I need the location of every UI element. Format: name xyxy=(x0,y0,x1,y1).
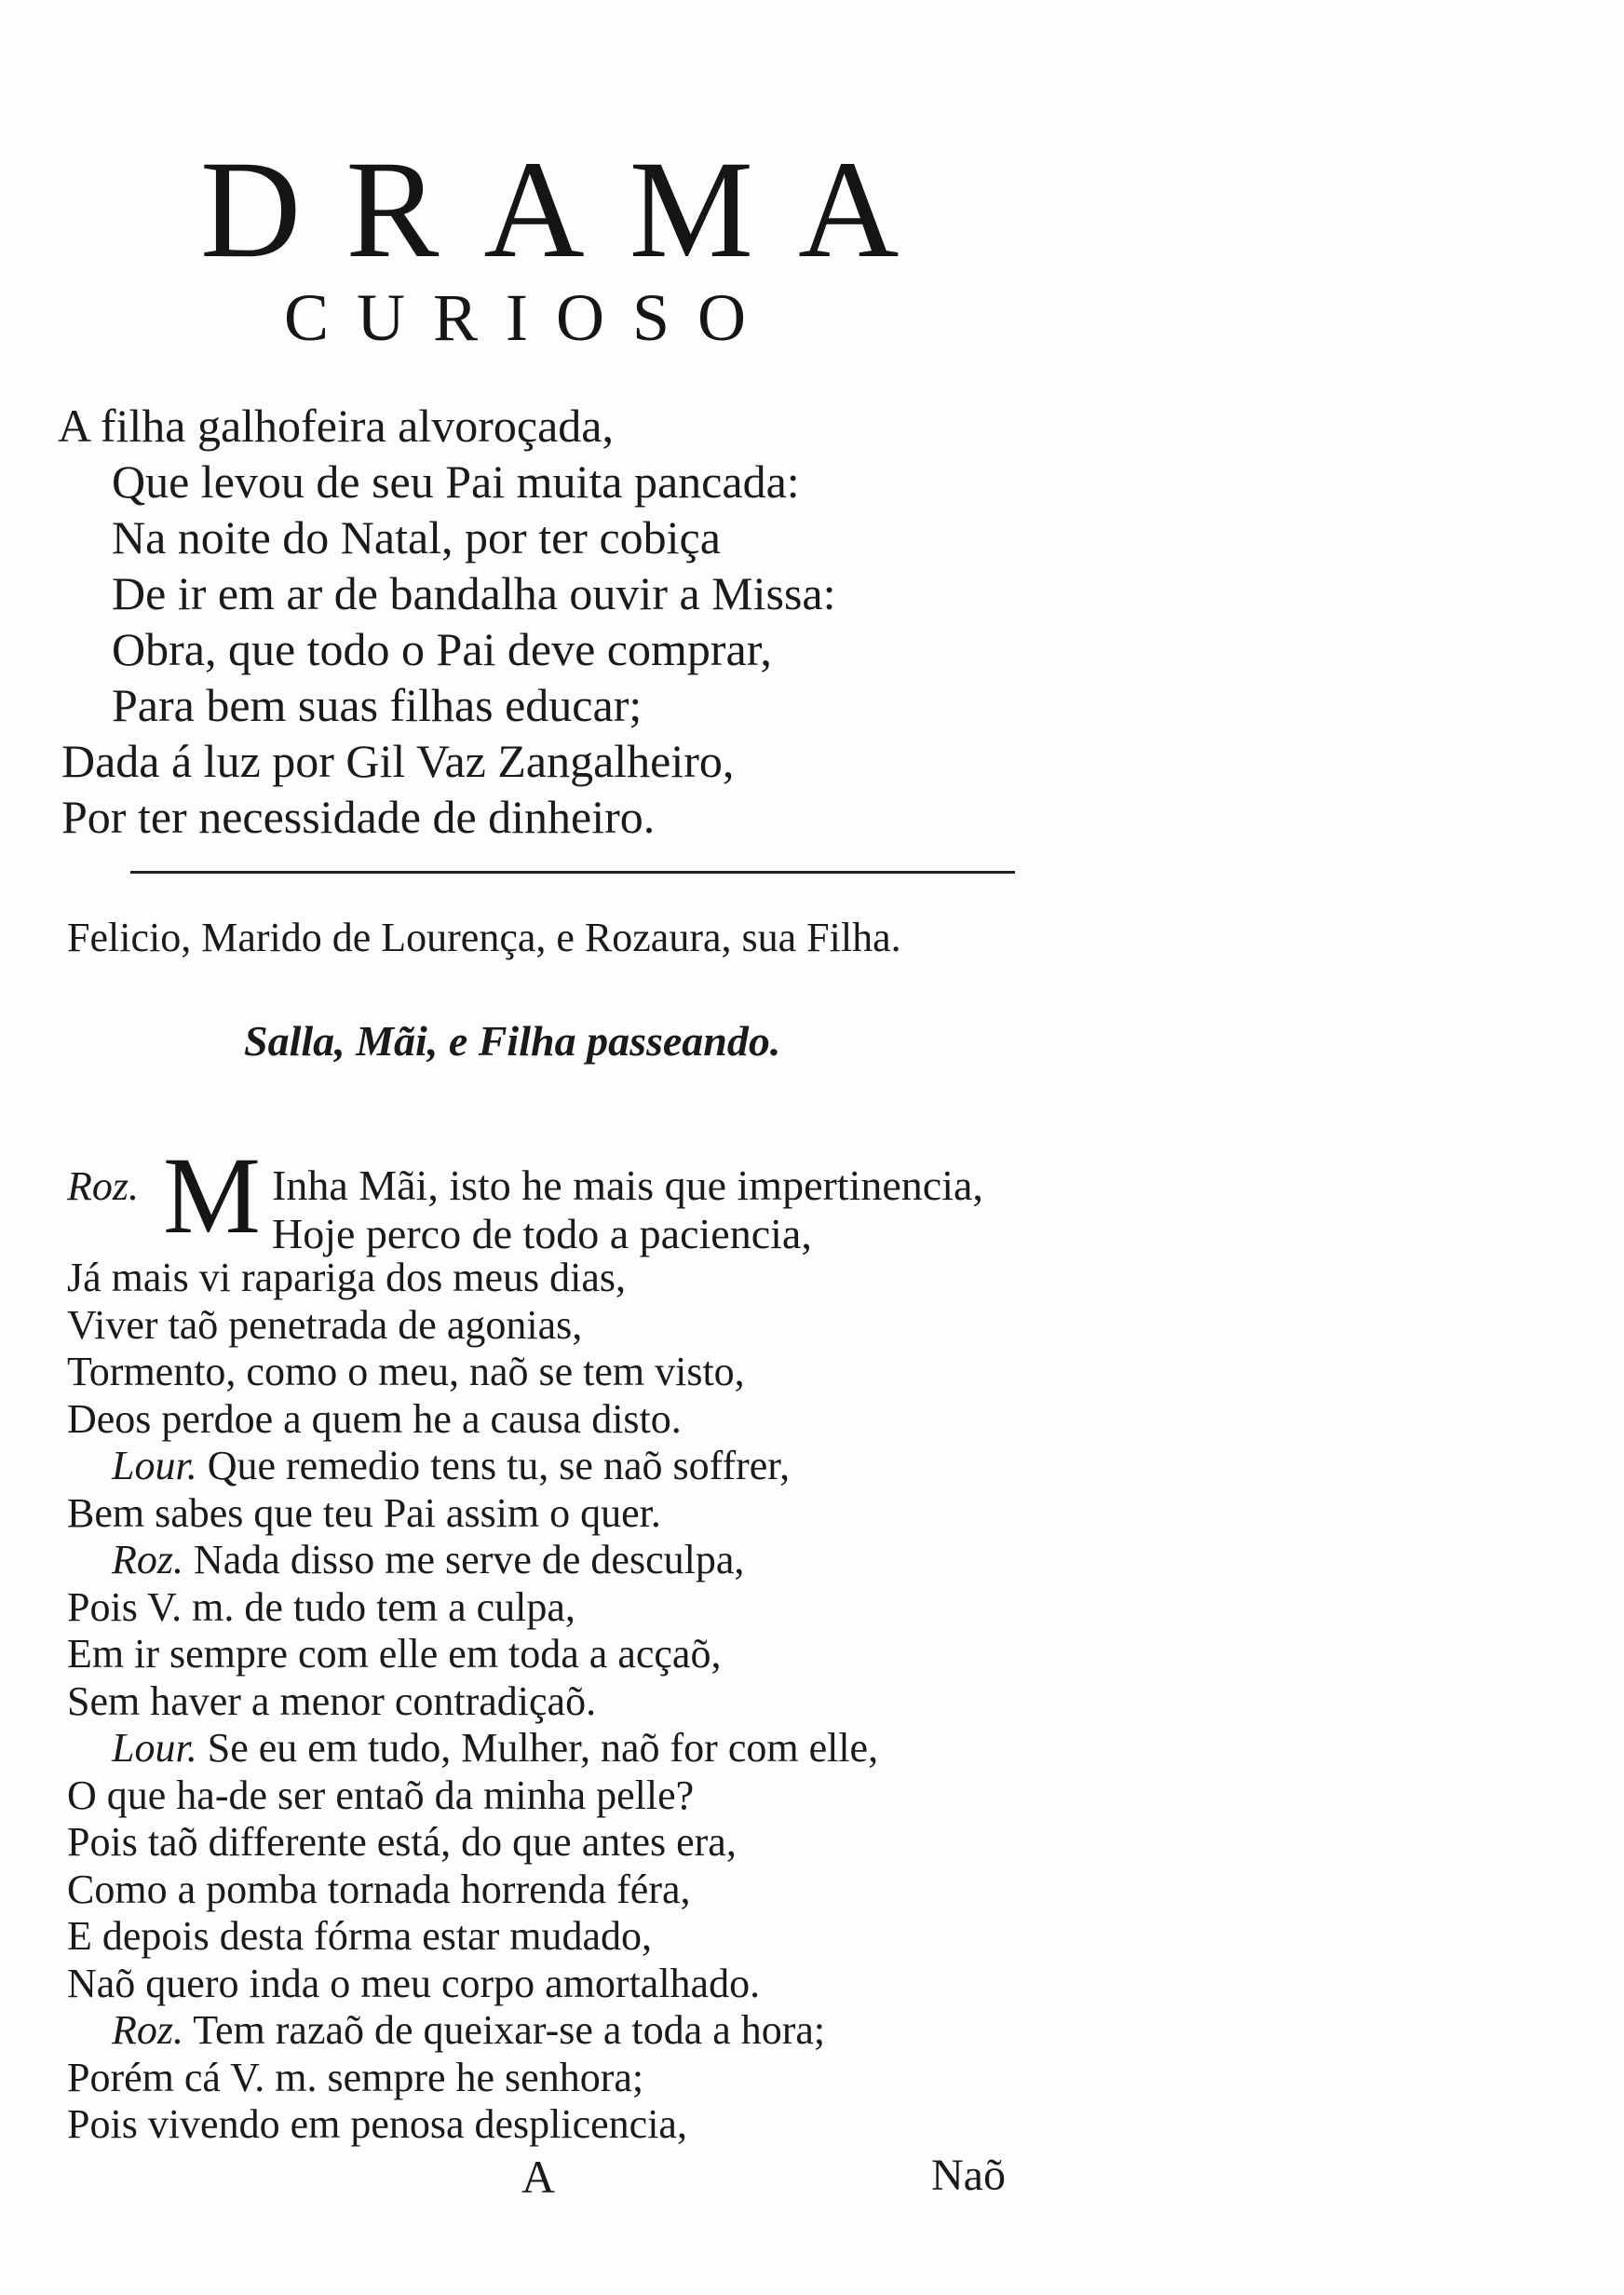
drop-cap: M xyxy=(163,1134,261,1256)
dialogue-line xyxy=(67,1257,626,1298)
speaker-label: Roz. xyxy=(67,1163,139,1209)
speaker-label: Roz. xyxy=(112,2007,183,2053)
dialogue-line: Hoje perco de todo a paciencia, xyxy=(272,1210,812,1257)
dialogue-line xyxy=(112,1725,879,1771)
dialogue-text: Em ir sempre com elle em toda a acçaõ, xyxy=(67,1631,722,1677)
dialogue-text: O que ha-de ser entaõ da minha pelle? xyxy=(67,1772,695,1818)
signature-mark: A xyxy=(521,2151,556,2203)
horizontal-rule xyxy=(130,871,1015,874)
speaker-label: Lour. xyxy=(112,1725,197,1771)
scene-direction: Salla, Mãi, e Filha passeando. xyxy=(244,1017,781,1065)
dialogue-text: Como a pomba tornada horrenda féra, xyxy=(67,1867,691,1912)
argument-line: Dada á luz por Gil Vaz Zangalheiro, xyxy=(61,735,735,787)
dialogue-text: E depois desta fórma estar mudado, xyxy=(67,1913,653,1959)
dialogue-text: Pois vivendo em penosa desplicencia, xyxy=(67,2101,687,2147)
dialogue-line xyxy=(112,2007,826,2053)
dialogue-text: Que remedio tens tu, se naõ soffrer, xyxy=(207,1443,791,1488)
dialogue-line xyxy=(67,1869,691,1910)
speaker-label: Roz. xyxy=(112,1537,183,1582)
cast-list: Felicio, Marido de Lourença, e Rozaura, sua Filha. xyxy=(67,915,901,960)
argument-line: De ir em ar de bandalha ouvir a Missa: xyxy=(112,567,836,619)
dialogue-line xyxy=(67,2101,687,2147)
dialogue-line xyxy=(67,1631,722,1677)
dialogue-line xyxy=(67,1584,575,1630)
dialogue-line xyxy=(67,1678,597,1724)
dialogue-line xyxy=(67,1963,760,2004)
dialogue-text: Tormento, como o meu, naõ se tem visto, xyxy=(67,1349,745,1394)
argument-line: Para bem suas filhas educar; xyxy=(112,679,643,731)
dialogue-text: Nada disso me serve de desculpa, xyxy=(194,1537,745,1582)
dialogue-text: Se eu em tudo, Mulher, naõ for com elle, xyxy=(207,1725,879,1771)
dialogue-line xyxy=(67,1396,682,1442)
dialogue-line xyxy=(67,1772,695,1818)
dialogue-text: Já mais vi rapariga dos meus dias, xyxy=(67,1255,626,1300)
argument-line: Na noite do Natal, por ter cobiça xyxy=(112,511,721,564)
dialogue-line xyxy=(67,1819,737,1865)
page-subtitle: CURIOSO xyxy=(284,280,775,355)
dialogue-text: Sem haver a menor contradiçaõ. xyxy=(67,1678,597,1724)
argument-line: Obra, que todo o Pai deve comprar, xyxy=(112,623,772,675)
dialogue-text: Naõ quero inda o meu corpo amortalhado. xyxy=(67,1961,761,2006)
dialogue-line xyxy=(67,1302,583,1348)
dialogue-line xyxy=(67,1913,653,1959)
dialogue-line xyxy=(67,2057,643,2098)
dialogue-text: Pois taõ differente está, do que antes era, xyxy=(67,1819,737,1865)
argument-line: Por ter necessidade de dinheiro. xyxy=(61,791,656,843)
dialogue-line xyxy=(67,1351,745,1392)
argument-line: Que levou de seu Pai muita pancada: xyxy=(112,455,800,508)
page-title: DRAMA xyxy=(200,132,944,287)
dialogue-line: Inha Mãi, isto he mais que impertinencia, xyxy=(272,1161,983,1209)
catchword: Naõ xyxy=(931,2151,1006,2200)
dialogue-text: Deos perdoe a quem he a causa disto. xyxy=(67,1396,682,1442)
dialogue-text: Tem razaõ de queixar-se a toda a hora; xyxy=(193,2007,826,2053)
dialogue-text: Pois V. m. de tudo tem a culpa, xyxy=(67,1584,575,1630)
dialogue-text: Bem sabes que teu Pai assim o quer. xyxy=(67,1490,661,1536)
dialogue-line xyxy=(112,1443,791,1488)
dialogue-line xyxy=(67,1490,661,1536)
speaker-label: Lour. xyxy=(112,1443,197,1488)
dialogue-text: Viver taõ penetrada de agonias, xyxy=(67,1302,583,1348)
dialogue-line xyxy=(112,1537,745,1582)
dialogue-text: Porém cá V. m. sempre he senhora; xyxy=(67,2055,644,2100)
argument-line: A filha galhofeira alvoroçada, xyxy=(58,400,614,452)
